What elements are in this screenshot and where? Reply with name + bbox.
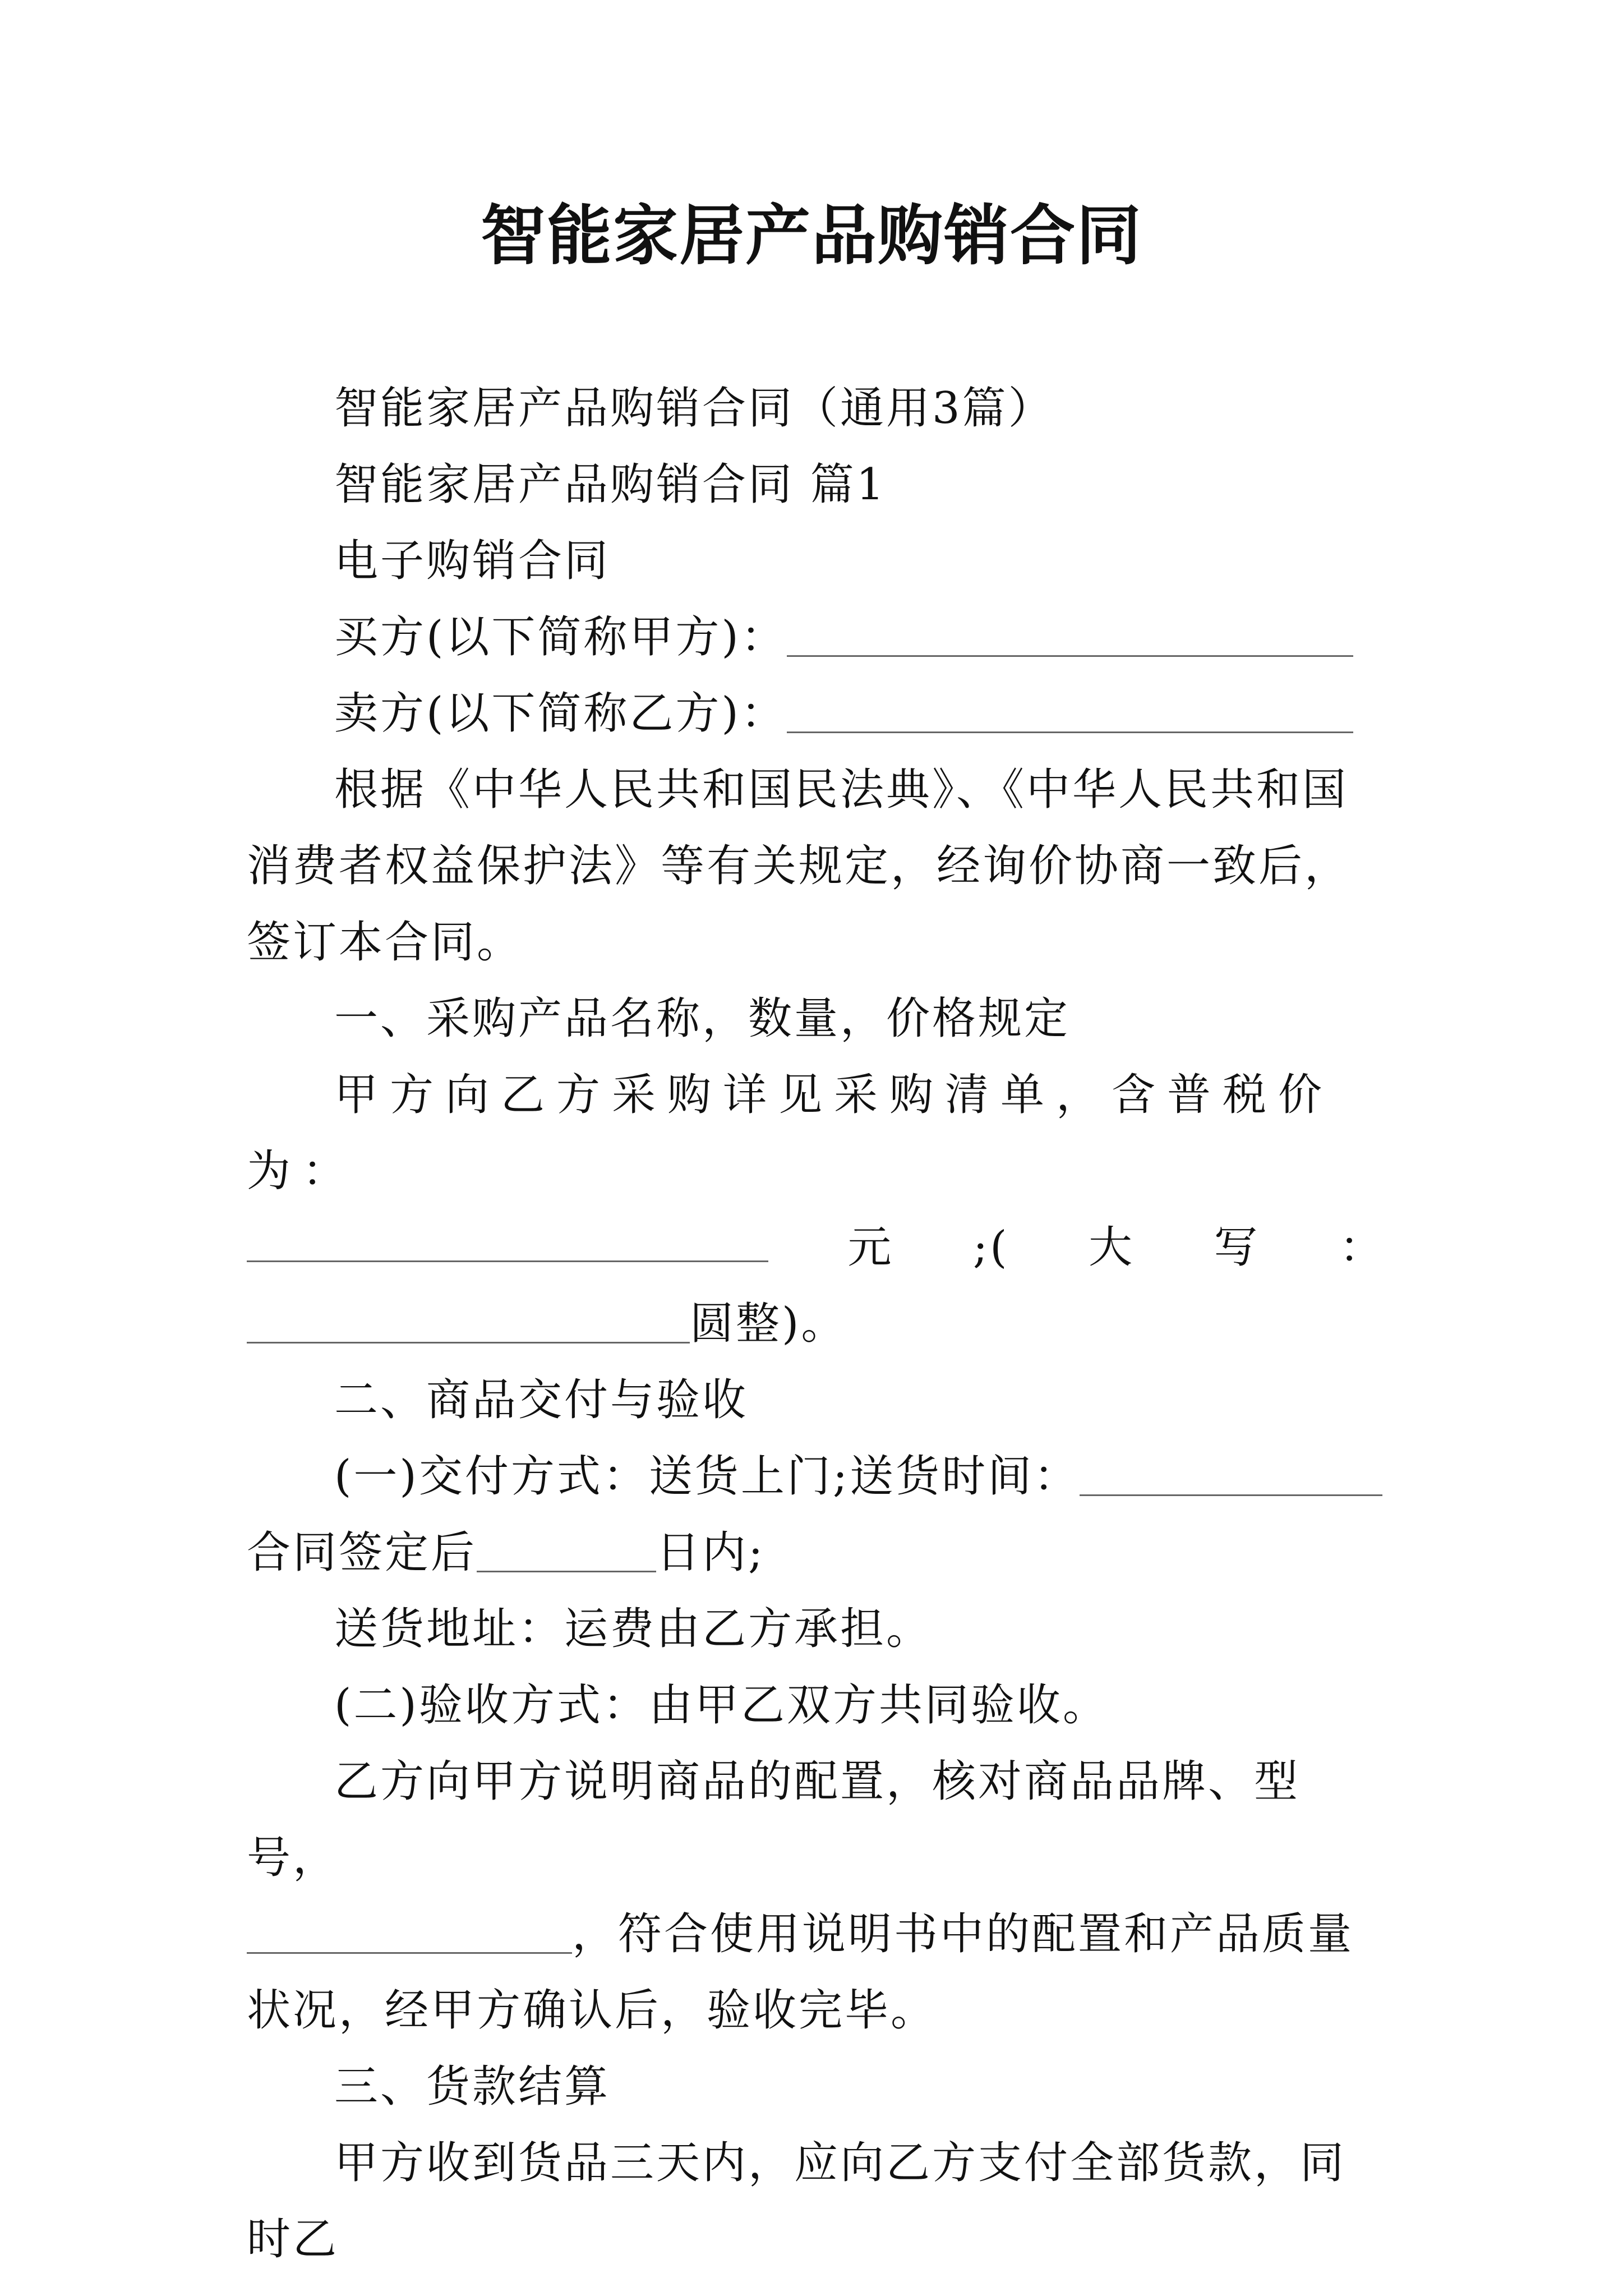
- amount-paren: ;(: [972, 1222, 1009, 1273]
- seller-label: 卖方(以下简称乙方)：: [334, 688, 787, 739]
- amount-xie: 写: [1214, 1222, 1260, 1273]
- payment-paragraph: 甲方收到货品三天内，应向乙方支付全部货款，同时乙: [247, 2138, 1347, 2265]
- delivery-days-prefix: 合同签定后: [247, 1527, 477, 1578]
- acceptance-continued-text: ，符合使用说明书中的配置和产品质量状况，经甲方确认后，验收完毕。: [247, 1909, 1354, 2036]
- delivery-method-line: [247, 1438, 1385, 1515]
- paragraph-collection-title: 智能家居产品购销合同（通用3篇）: [334, 383, 1054, 434]
- buyer-blank: [787, 611, 1353, 657]
- acceptance-blank: [247, 1908, 572, 1954]
- acceptance-continued: [247, 1896, 1385, 2049]
- delivery-time-blank: [1080, 1451, 1382, 1496]
- amount-words-blank: [247, 1298, 690, 1343]
- document-body: [247, 370, 1385, 2277]
- section-heading-2: 二、商品交付与验收: [334, 1375, 749, 1425]
- paragraph-contract-type: 电子购销合同: [334, 536, 611, 586]
- section-heading-3: 三、货款结算: [334, 2062, 611, 2112]
- amount-blank: [247, 1217, 768, 1262]
- seller-blank: [787, 688, 1353, 733]
- paragraph-chapter-heading: 智能家居产品购销合同 篇1: [334, 459, 887, 510]
- seller-line: [247, 675, 1385, 752]
- acceptance-method-line: (二)验收方式：由甲乙双方共同验收。: [334, 1680, 1109, 1731]
- amount-words-line: [247, 1286, 1385, 1362]
- delivery-days-suffix: 日内;: [656, 1527, 766, 1578]
- paragraph-legal-basis: 根据《中华人民共和国民法典》、《中华人民共和国消费者权益保护法》等有关规定，经询价协商一致后，签订本合同。: [247, 765, 1351, 968]
- delivery-method-text: (一)交付方式：送货上门;送货时间：: [334, 1451, 1080, 1502]
- buyer-label: 买方(以下简称甲方)：: [334, 612, 787, 662]
- buyer-line: [247, 599, 1385, 675]
- document-title: 智能家居产品购销合同: [481, 197, 1142, 274]
- acceptance-description: 乙方向甲方说明商品的配置，核对商品品牌、型号，: [247, 1756, 1301, 1883]
- section-heading-1: 一、采购产品名称，数量，价格规定: [334, 993, 1071, 1044]
- delivery-days-blank: [477, 1527, 656, 1572]
- amount-unit: 元: [847, 1222, 894, 1273]
- delivery-address-line: 送货地址：运费由乙方承担。: [334, 1604, 933, 1654]
- amount-colon: ：: [1339, 1222, 1385, 1273]
- price-line: 甲方向乙方采购详见采购清单，含普税价为：: [247, 1070, 1334, 1197]
- amount-words-suffix: 圆整)。: [690, 1299, 847, 1349]
- amount-line: [247, 1209, 1385, 1286]
- delivery-days-line: [247, 1515, 1385, 1591]
- amount-da: 大: [1089, 1222, 1135, 1273]
